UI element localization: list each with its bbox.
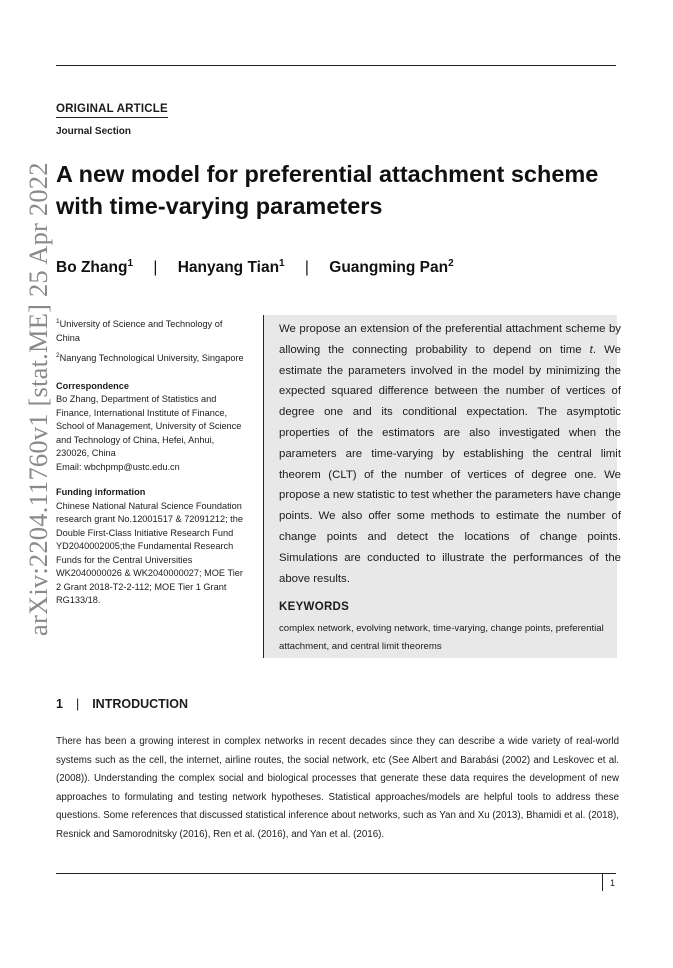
affiliation <box>56 349 248 366</box>
keywords-heading: KEYWORDS <box>279 601 350 613</box>
author-affiliation-mark: 2 <box>448 258 454 269</box>
arxiv-identifier: arXiv:2204.11760v1 [stat.ME] 25 Apr 2022 <box>23 162 53 636</box>
section-title: INTRODUCTION <box>92 697 189 711</box>
section-separator: | <box>75 697 80 711</box>
abstract-math-t: t <box>589 343 593 356</box>
correspondence-email: Email: wbchpmp@ustc.edu.cn <box>56 461 180 472</box>
introduction-paragraph: There has been a growing interest in complex networks in recent decades since they can describe a wide variety of real-world systems such as the cell, the internet, airline routes, the social network, etc (See Albert and Barabási (2002) and Leskovec et al. (2008)). Understanding the complex social and biological processes that generate these data requires the development of new approaches to formulating and testing network hypotheses. Statistical approaches/models are helpful tools to address these questions. Some references that discussed statistical inference about networks, such as Yan and Xu (2013), Bhamidi et al. (2018), Resnick and Samorodnitsky (2016), Ren et al. (2016), and Yan et al. (2016). <box>56 736 619 840</box>
abstract-box <box>263 315 621 658</box>
affiliation-number: 1 <box>56 318 60 325</box>
author-name: Guangming Pan <box>329 259 449 277</box>
keywords-text: complex network, evolving network, time-varying, change points, preferential attachment, and central limit theorems <box>279 623 604 652</box>
affiliation-text: University of Science and Technology of China <box>56 319 223 343</box>
journal-section: Journal Section <box>56 126 132 137</box>
correspondence-text: Bo Zhang, Department of Statistics and Finance, International Institute of Finance, School of Management, University of Science and Technology of China, Hefei, Anhui, 230026, China <box>56 394 242 459</box>
funding-heading: Funding information <box>56 487 146 498</box>
affiliation <box>56 315 248 345</box>
affiliation-number: 2 <box>56 352 60 360</box>
author-info-column <box>56 315 248 608</box>
correspondence-heading: Correspondence <box>56 380 130 391</box>
affiliation-text: Nanyang Technological University, Singapore <box>59 353 244 364</box>
bottom-rule <box>56 873 616 874</box>
abstract-part: . We estimate the parameters involved in the model by minimizing the expected squared difference between the number of vertices of degree one and its conditional expectation. The asymptotic properties of the estimators are also investigated when the parameters are time-varying by establishing the central limit theorem (CLT) of the number of vertices of degree one. We propose a new statistic to test whether the parameters have change points. We also offer some methods to estimate the number of change points and detect the locations of change points. Simulations are conducted to illustrate the performances of the above results. <box>279 343 621 585</box>
abstract-part: We propose an extension of the preferential attachment scheme by allowing the connecting probability to depend on time <box>279 323 621 356</box>
article-type: ORIGINAL ARTICLE <box>56 103 168 118</box>
author-separator: | <box>304 259 309 277</box>
page-number-divider <box>602 873 603 891</box>
author-affiliation-mark: 1 <box>279 258 285 269</box>
section-heading-introduction <box>56 697 188 711</box>
author-affiliation-mark: 1 <box>127 258 134 269</box>
top-rule <box>56 65 616 66</box>
author-separator: | <box>153 259 158 277</box>
page-number: 1 <box>610 878 616 888</box>
funding-text: Chinese National Natural Science Foundation research grant No.12001517 & 72091212; the Double First-Class Initiative Research Fund YD2040002005;the Fundamental Research Funds for the Central Universities WK2040000026 & WK2040000027; MOE Tier 2 Grant 2018-T2-2-112; MOE Tier 1 Grant RG133/18. <box>56 500 243 606</box>
paper-title: A new model for preferential attachment scheme with time-varying parameters <box>56 161 599 219</box>
author-name: Hanyang Tian <box>177 259 280 277</box>
section-number: 1 <box>56 697 63 711</box>
author-name: Bo Zhang <box>56 259 128 277</box>
author-list <box>56 258 454 277</box>
abstract-text <box>279 319 621 589</box>
